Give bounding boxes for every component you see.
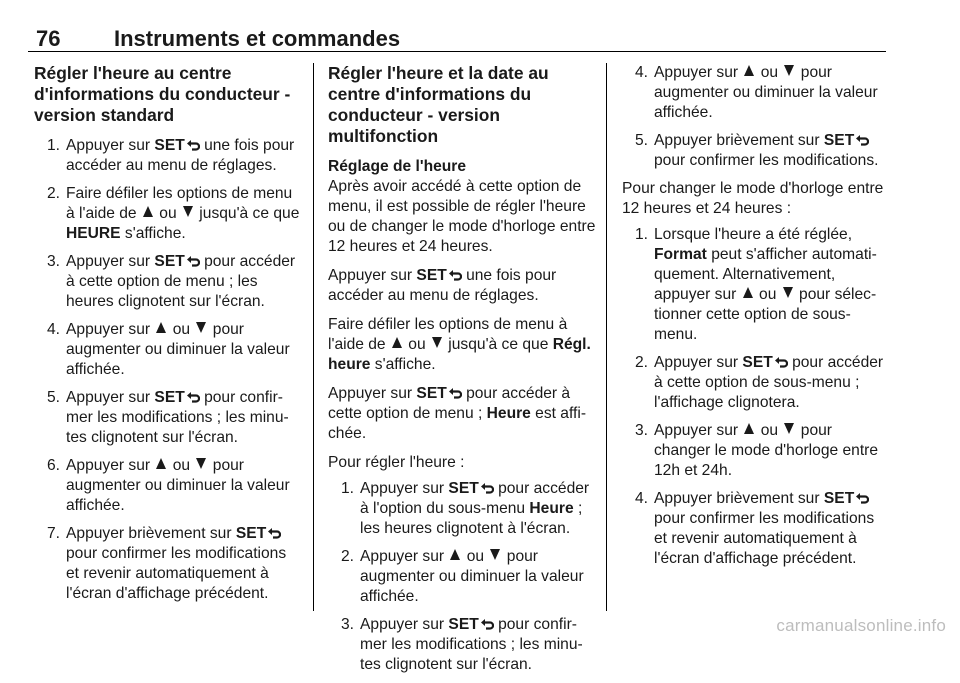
paragraph: [328, 315, 596, 375]
step-text: pour augmenter ou diminuer la valeur affichée.: [66, 457, 290, 514]
page-number: 76: [36, 26, 61, 51]
steps-list: [334, 479, 596, 675]
watermark[interactable]: carmanualsonline.info: [776, 616, 946, 635]
step-text: pour sélectionner cette option de sous-menu.: [654, 286, 877, 343]
step-text: Appuyer sur: [654, 354, 743, 371]
return-arrow-icon: [480, 618, 494, 630]
list-item: [40, 456, 302, 516]
step-text: une fois pour accéder au menu de réglages.: [66, 137, 295, 174]
triangle-up-icon: [392, 337, 402, 348]
triangle-up-icon: [156, 322, 166, 333]
paragraph: Pour régler l'heure :: [328, 454, 465, 471]
paragraph-text: Faire défiler les options de menu à l'aide de: [328, 316, 568, 353]
return-arrow-icon: [448, 387, 462, 399]
step-number: 7.: [46, 525, 60, 542]
step-number: 4.: [634, 64, 648, 81]
triangle-down-icon: [784, 65, 794, 76]
step-text: Appuyer sur: [654, 422, 743, 439]
list-item: [40, 320, 302, 380]
step-text: Appuyer sur: [654, 64, 743, 81]
step-number: 6.: [46, 457, 60, 474]
step-text: Appuyer brièvement sur: [654, 132, 824, 149]
return-arrow-icon: [855, 492, 869, 504]
column-1: [34, 63, 302, 612]
list-item: [334, 547, 596, 607]
list-item: [628, 489, 888, 569]
paragraph: [328, 384, 596, 444]
step-text: pour accéder à cette option de sous-menu ; l'affichage clignotera.: [654, 354, 884, 411]
list-item: [40, 524, 302, 604]
step-text: pour confirmer les modifications ; les minutes clignotent sur l'écran.: [66, 389, 289, 446]
column-divider: [313, 63, 314, 611]
list-item: [628, 353, 888, 413]
paragraph-text: s'affiche.: [370, 356, 436, 373]
set-button-label: SET: [824, 132, 869, 149]
step-number: 3.: [340, 616, 354, 633]
paragraph-text: une fois pour accéder au menu de réglages.: [328, 267, 557, 304]
column-2: [328, 63, 596, 683]
step-text: pour augmenter ou diminuer la valeur affichée.: [360, 548, 584, 605]
triangle-down-icon: [432, 337, 442, 348]
paragraph-text: pour accéder à cette option de menu ;: [328, 385, 571, 422]
step-text: pour confirmer les modifications et revenir automatiquement à l'écran d'affichage précédent.: [66, 545, 287, 602]
paragraph-text: est affichée.: [328, 405, 587, 442]
step-text: Appuyer brièvement sur: [66, 525, 236, 542]
list-item: [628, 225, 888, 345]
menu-option-label: Heure: [529, 500, 574, 517]
list-item: [334, 615, 596, 675]
step-text: ou: [756, 64, 783, 81]
return-arrow-icon: [448, 269, 462, 281]
set-button-label: SET: [154, 253, 199, 270]
list-item: [40, 388, 302, 448]
triangle-up-icon: [156, 458, 166, 469]
steps-list: [628, 63, 888, 171]
return-arrow-icon: [774, 356, 788, 368]
step-number: 1.: [340, 480, 354, 497]
triangle-up-icon: [450, 549, 460, 560]
set-button-label: SET: [236, 525, 281, 542]
menu-option-label: Heure: [486, 405, 531, 422]
step-text: pour confirmer les modifications et revenir automatiquement à l'écran d'affichage précédent.: [654, 510, 875, 567]
triangle-down-icon: [196, 322, 206, 333]
list-item: [334, 479, 596, 539]
paragraph: [328, 266, 596, 306]
triangle-down-icon: [784, 423, 794, 434]
list-item: [40, 252, 302, 312]
step-text: ou: [168, 321, 195, 338]
step-number: 1.: [634, 226, 648, 243]
set-button-label: SET: [154, 389, 199, 406]
column-divider: [606, 63, 607, 611]
step-text: ou: [154, 205, 181, 222]
page-title: Instruments et commandes: [114, 26, 401, 51]
triangle-up-icon: [744, 423, 754, 434]
column-3: [622, 63, 888, 577]
triangle-up-icon: [744, 65, 754, 76]
step-number: 5.: [46, 389, 60, 406]
step-text: pour accéder à cette option de menu ; les heures clignotent sur l'écran.: [66, 253, 296, 310]
steps-list: [628, 225, 888, 569]
triangle-up-icon: [143, 206, 153, 217]
step-text: pour augmenter ou diminuer la valeur affichée.: [66, 321, 290, 378]
step-number: 4.: [46, 321, 60, 338]
paragraph: Pour changer le mode d'horloge entre 12 heures et 24 heures :: [622, 180, 884, 217]
return-arrow-icon: [480, 482, 494, 494]
step-number: 1.: [46, 137, 60, 154]
step-text: Appuyer sur: [66, 253, 155, 270]
step-number: 4.: [634, 490, 648, 507]
step-text: s'affiche.: [120, 225, 186, 242]
section-heading: Régler l'heure au centre d'informations du conducteur - version standard: [34, 63, 291, 125]
set-button-label: SET: [742, 354, 787, 371]
step-text: Appuyer sur: [360, 548, 449, 565]
set-button-label: SET: [416, 385, 461, 402]
step-text: ; les heures clignotent à l'écran.: [360, 500, 583, 537]
step-text: Appuyer sur: [66, 137, 155, 154]
paragraph-text: Appuyer sur: [328, 385, 417, 402]
step-text: peut s'afficher automatiquement. Alternativement, appuyer sur: [654, 246, 877, 303]
step-text: pour confirmer les modifications ; les minutes clignotent sur l'écran.: [360, 616, 583, 673]
triangle-down-icon: [783, 287, 793, 298]
step-text: pour augmenter ou diminuer la valeur affichée.: [654, 64, 878, 121]
list-item: [628, 421, 888, 481]
step-text: Appuyer sur: [66, 389, 155, 406]
set-button-label: SET: [824, 490, 869, 507]
section-heading: Régler l'heure et la date au centre d'informations du conducteur - version multifonction: [328, 63, 549, 146]
return-arrow-icon: [186, 255, 200, 267]
step-number: 3.: [634, 422, 648, 439]
list-item: [40, 184, 302, 244]
triangle-down-icon: [196, 458, 206, 469]
step-text: pour accéder à l'option du sous-menu: [360, 480, 590, 517]
step-text: Appuyer sur: [360, 616, 449, 633]
step-text: Faire défiler les options de menu à l'aide de: [66, 185, 293, 222]
list-item: [40, 136, 302, 176]
paragraph-text: jusqu'à ce que: [443, 336, 553, 353]
set-button-label: SET: [448, 616, 493, 633]
list-item: [628, 131, 888, 171]
triangle-down-icon: [490, 549, 500, 560]
triangle-down-icon: [183, 206, 193, 217]
menu-option-label: HEURE: [66, 225, 121, 242]
return-arrow-icon: [267, 527, 281, 539]
step-text: jusqu'à ce que: [194, 205, 300, 222]
step-text: ou: [754, 286, 781, 303]
step-text: ou: [168, 457, 195, 474]
return-arrow-icon: [855, 134, 869, 146]
step-text: ou: [756, 422, 783, 439]
return-arrow-icon: [186, 139, 200, 151]
paragraph-text: Appuyer sur: [328, 267, 417, 284]
step-text: Appuyer brièvement sur: [654, 490, 824, 507]
step-text: Appuyer sur: [66, 457, 155, 474]
return-arrow-icon: [186, 391, 200, 403]
step-number: 2.: [634, 354, 648, 371]
step-number: 3.: [46, 253, 60, 270]
paragraph: Après avoir accédé à cette option de menu, il est possible de régler l'heure ou de changer le mode d'horloge entre 12 heures et 24 heures.: [328, 178, 596, 255]
step-text: Appuyer sur: [360, 480, 449, 497]
step-text: pour confirmer les modifications.: [654, 152, 879, 169]
menu-option-label: Régl. heure: [328, 336, 591, 373]
list-item: [628, 63, 888, 123]
step-number: 2.: [340, 548, 354, 565]
step-text: ou: [462, 548, 489, 565]
menu-option-label: Format: [654, 246, 707, 263]
paragraph-text: ou: [403, 336, 430, 353]
step-text: Appuyer sur: [66, 321, 155, 338]
set-button-label: SET: [154, 137, 199, 154]
set-button-label: SET: [448, 480, 493, 497]
page-header: [28, 26, 886, 52]
steps-list: [40, 136, 302, 604]
step-text: Lorsque l'heure a été réglée,: [654, 226, 853, 243]
set-button-label: SET: [416, 267, 461, 284]
step-text: pour changer le mode d'horloge entre 12h et 24h.: [654, 422, 879, 479]
step-number: 2.: [46, 185, 60, 202]
subsection-heading: Réglage de l'heure: [328, 158, 467, 175]
header-rule: [28, 51, 886, 52]
triangle-up-icon: [743, 287, 753, 298]
step-number: 5.: [634, 132, 648, 149]
